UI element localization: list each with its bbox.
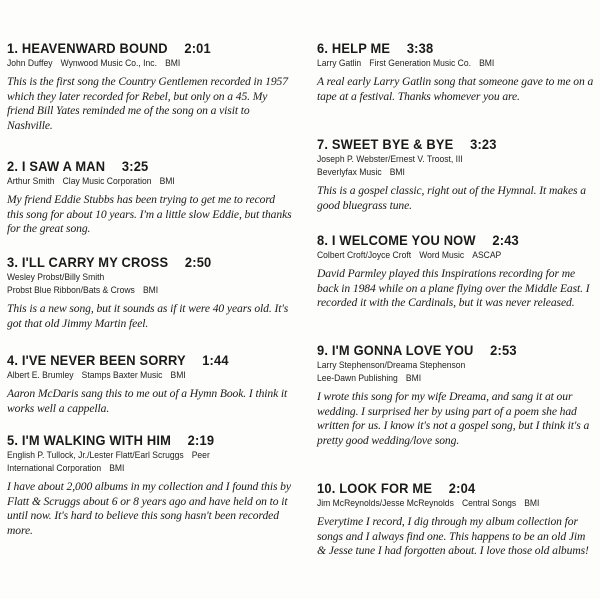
track-duration: 2:01 bbox=[184, 40, 211, 56]
left-column bbox=[7, 40, 292, 538]
track-duration: 3:38 bbox=[406, 40, 434, 56]
credit-publisher: Beverlyfax Music bbox=[317, 167, 382, 178]
track-title-line bbox=[317, 40, 573, 57]
track-duration: 2:53 bbox=[490, 342, 517, 358]
track-credits bbox=[7, 175, 264, 188]
track-credits-2 bbox=[317, 166, 567, 179]
track-note: I have about 2,000 albums in my collection and I found this by Flatt & Scruggs about 6 or 8 years ago and have held on to it until now. It's hard to believe this song hasn't been recorded more. bbox=[7, 480, 291, 537]
track-6 bbox=[317, 40, 595, 136]
track-note: David Parmley played this Inspirations recording for me back in 1984 while on a plane flying over the Middle East. I recorded it with the Cardinals, but it was never released. bbox=[317, 267, 590, 310]
right-column bbox=[317, 40, 595, 559]
track-credits bbox=[317, 153, 567, 166]
track-note: This is the first song the Country Gentlemen recorded in 1957 which they later recorded for Rebel, but only on a 45. My friend Bill Yates reminded me of the song on a visit to Nashville. bbox=[7, 75, 288, 132]
credit-rights: BMI bbox=[165, 58, 181, 69]
track-10 bbox=[317, 480, 595, 559]
track-note: This is a gospel classic, right out of the Hymnal. It makes a good bluegrass tune. bbox=[317, 184, 586, 212]
track-number: 8. bbox=[317, 232, 329, 248]
track-title: HEAVENWARD BOUND bbox=[21, 40, 168, 56]
credit-rights: BMI bbox=[159, 176, 175, 187]
credit-rights: BMI bbox=[142, 285, 159, 296]
track-title-line bbox=[7, 254, 269, 271]
credit-publisher: Word Music bbox=[419, 250, 465, 261]
credit-writer: Jim McReynolds/Jesse McReynolds bbox=[317, 498, 454, 509]
credit-rights: BMI bbox=[405, 373, 422, 384]
track-duration: 1:44 bbox=[202, 352, 229, 368]
track-duration: 3:25 bbox=[121, 158, 149, 174]
track-title-line bbox=[317, 342, 573, 359]
credit-writer: Wesley Probst/Billy Smith bbox=[7, 272, 105, 283]
credit-publisher: First Generation Music Co. bbox=[369, 58, 471, 69]
track-credits bbox=[317, 249, 567, 262]
credit-writer: English P. Tullock, Jr./Lester Flatt/Earl Scruggs bbox=[7, 450, 184, 461]
track-8 bbox=[317, 232, 595, 342]
track-note: I wrote this song for my wife Dreama, and sang it at our wedding. I surprised her by using part of a poem she had written for us. I know it's not a gospel song, but I think it's a pretty good wedding/love song. bbox=[317, 390, 590, 447]
track-note: Everytime I record, I dig through my album collection for songs and I always find one. This happens to be an old Jim & Jesse tune I had forgotten about. I love those old albums! bbox=[317, 515, 589, 558]
track-title: I'M GONNA LOVE YOU bbox=[331, 342, 474, 358]
track-number: 4. bbox=[7, 352, 19, 368]
track-title-line bbox=[7, 40, 269, 57]
track-number: 2. bbox=[7, 158, 19, 174]
credit-publisher: Wynwood Music Co., Inc. bbox=[60, 58, 157, 69]
track-title-line bbox=[317, 232, 573, 249]
track-note: This is a new song, but it sounds as if it were 40 years old. It's got that old Jimmy Martin feel. bbox=[7, 302, 289, 330]
track-number: 9. bbox=[317, 342, 329, 358]
credit-publisher: Clay Music Corporation bbox=[62, 176, 152, 187]
track-duration: 2:50 bbox=[184, 254, 212, 270]
credit-publisher: Peer bbox=[191, 450, 210, 461]
credit-rights: BMI bbox=[479, 58, 495, 69]
track-5 bbox=[7, 432, 292, 538]
credit-writer: Colbert Croft/Joyce Croft bbox=[317, 250, 412, 261]
track-duration: 2:04 bbox=[448, 480, 476, 496]
track-note: A real early Larry Gatlin song that someone gave to me on a tape at a festival. Thanks whomever you are. bbox=[317, 75, 594, 103]
credit-publisher: Stamps Baxter Music bbox=[81, 370, 163, 381]
credit-writer: Larry Gatlin bbox=[317, 58, 362, 69]
track-credits bbox=[317, 497, 567, 510]
track-9 bbox=[317, 342, 595, 480]
track-title-line bbox=[317, 136, 573, 153]
credit-writer: John Duffey bbox=[7, 58, 53, 69]
track-duration: 3:23 bbox=[470, 136, 497, 152]
track-credits bbox=[317, 359, 567, 372]
track-credits bbox=[317, 57, 567, 70]
track-3 bbox=[7, 254, 292, 352]
track-title-line bbox=[7, 158, 269, 175]
track-number: 3. bbox=[7, 254, 19, 270]
credit-publisher: Lee-Dawn Publishing bbox=[317, 373, 398, 384]
track-title: SWEET BYE & BYE bbox=[331, 136, 454, 152]
credit-rights: BMI bbox=[109, 463, 125, 474]
track-4 bbox=[7, 352, 292, 432]
credit-writer: Larry Stephenson/Dreama Stephenson bbox=[317, 360, 466, 371]
credit-publisher: Central Songs bbox=[461, 498, 517, 509]
track-duration: 2:43 bbox=[492, 232, 519, 248]
track-credits-2 bbox=[317, 372, 567, 385]
track-title: LOOK FOR ME bbox=[339, 480, 433, 496]
track-duration: 2:19 bbox=[187, 432, 215, 448]
track-title: I'M WALKING WITH HIM bbox=[21, 432, 172, 448]
credit-publisher-cont: International Corporation bbox=[7, 463, 102, 474]
track-note: My friend Eddie Stubbs has been trying to get me to record this song for about 10 years. I'm a little slow Eddie, but thanks for the great song. bbox=[7, 193, 292, 236]
track-credits bbox=[7, 57, 264, 70]
track-title: I SAW A MAN bbox=[21, 158, 106, 174]
credit-rights: BMI bbox=[170, 370, 186, 381]
track-7 bbox=[317, 136, 595, 232]
track-credits-2 bbox=[7, 284, 264, 297]
track-2 bbox=[7, 158, 292, 254]
track-title: HELP ME bbox=[331, 40, 391, 56]
track-note: Aaron McDaris sang this to me out of a Hymn Book. I think it works well a cappella. bbox=[7, 387, 288, 415]
credit-rights: BMI bbox=[524, 498, 540, 509]
track-number: 5. bbox=[7, 432, 19, 448]
track-title: I'VE NEVER BEEN SORRY bbox=[21, 352, 186, 368]
track-title-line bbox=[317, 480, 573, 497]
track-credits bbox=[7, 271, 264, 284]
track-credits bbox=[7, 369, 264, 382]
credit-publisher: Probst Blue Ribbon/Bats & Crows bbox=[7, 285, 135, 296]
track-number: 1. bbox=[7, 40, 19, 56]
track-title-line bbox=[7, 352, 269, 369]
credit-writer: Albert E. Brumley bbox=[7, 370, 74, 381]
track-credits bbox=[7, 449, 264, 462]
track-number: 10. bbox=[317, 480, 336, 496]
credit-writer: Joseph P. Webster/Ernest V. Troost, III bbox=[317, 154, 463, 165]
track-title: I WELCOME YOU NOW bbox=[331, 232, 476, 248]
track-number: 7. bbox=[317, 136, 329, 152]
track-number: 6. bbox=[317, 40, 329, 56]
track-title-line bbox=[7, 432, 269, 449]
credit-rights: BMI bbox=[389, 167, 405, 178]
track-title: I'LL CARRY MY CROSS bbox=[21, 254, 169, 270]
credit-writer: Arthur Smith bbox=[7, 176, 55, 187]
credit-rights: ASCAP bbox=[472, 250, 502, 261]
track-credits-2 bbox=[7, 462, 264, 475]
track-1 bbox=[7, 40, 292, 158]
